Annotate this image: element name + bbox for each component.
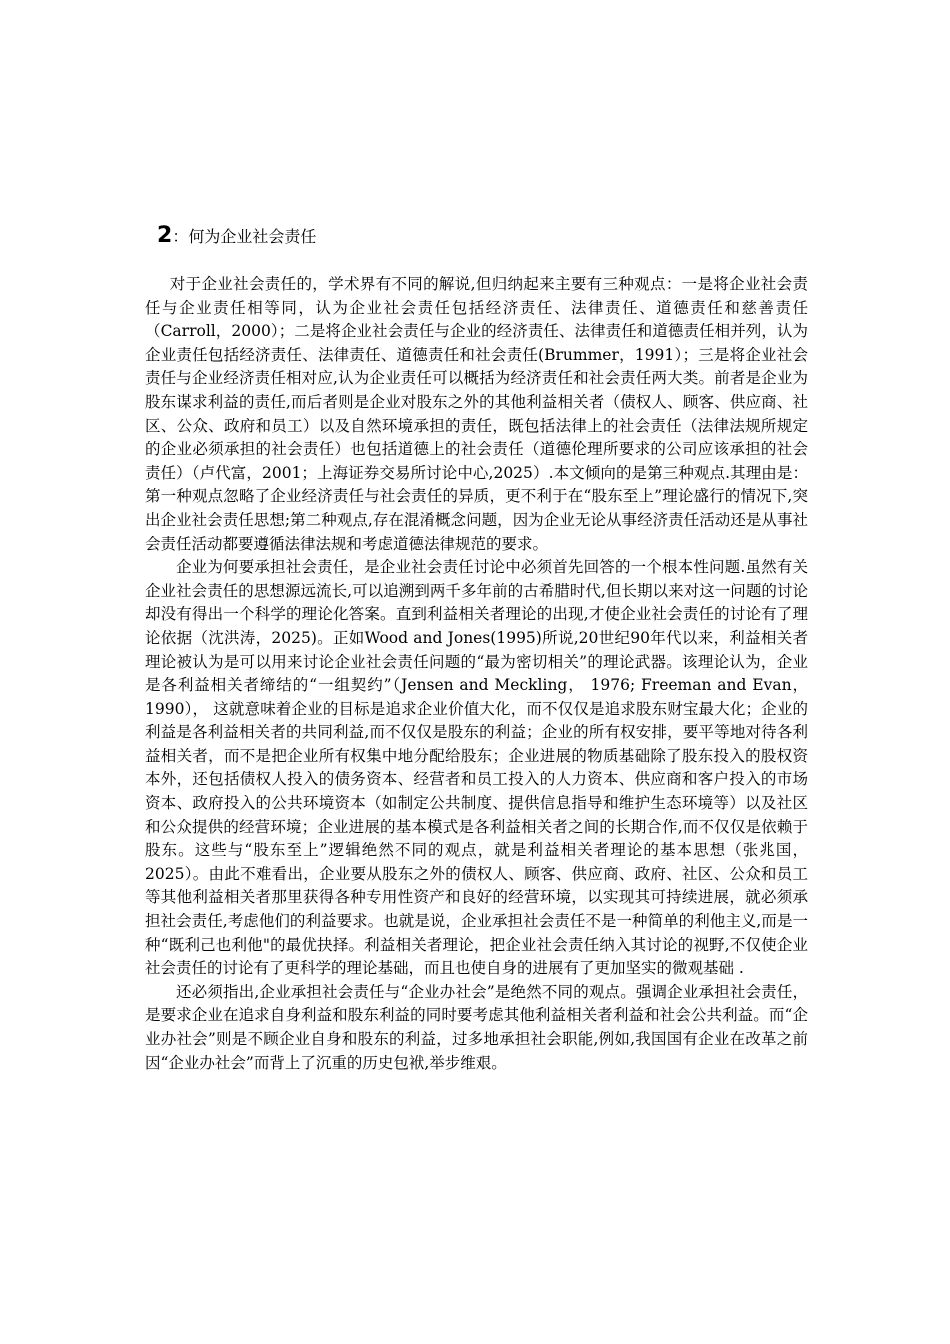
section-number: 2: [157, 223, 173, 248]
paragraph-3: 还必须指出,企业承担社会责任与“企业办社会”是绝然不同的观点。强调企业承担社会责任，是要求企业在追求自身利益和股东利益的同时要考虑其他利益相关者利益和社会公共利益。而“企业办社会”则是不顾企业自身和股东的利益，过多地承担社会职能,例如,我国国有企业在改革之前因“企业办社会”而背上了沉重的历史包袱,举步维艰。: [145, 982, 808, 1072]
section-heading: [157, 222, 797, 251]
paragraph-1: 对于企业社会责任的，学术界有不同的解说,但归纳起来主要有三种观点：一是将企业社会责任与企业责任相等同，认为企业社会责任包括经济责任、法律责任、道德责任和慈善责任（Carroll，2000）；二是将企业社会责任与企业的经济责任、法律责任和道德责任相并列，认为企业责任包括经济责任、法律责任、道德责任和社会责任(Brummer，1991）；三是将企业社会责任与企业经济责任相对应,认为企业责任可以概括为经济责任和社会责任两大类。前者是企业为股东谋求利益的责任,而后者则是企业对股东之外的其他利益相关者（债权人、顾客、供应商、社区、公众、政府和员工）以及自然环境承担的责任，既包括法律上的社会责任（法律法规所规定的企业必须承担的社会责任）也包括道德上的社会责任（道德伦理所要求的公司应该承担的社会责任）（卢代富，2001；上海证券交易所讨论中心,2025）.本文倾向的是第三种观点.其理由是：第一种观点忽略了企业经济责任与社会责任的异质，更不利于在“股东至上”理论盛行的情况下,突出企业社会责任思想;第二种观点,存在混淆概念问题，因为企业无论从事经济责任活动还是从事社会责任活动都要遵循法律法规和考虑道德法律规范的要求。: [145, 275, 808, 553]
section-title: ：何为企业社会责任: [172, 227, 317, 246]
body-text: [145, 273, 808, 1075]
paragraph-2: 企业为何要承担社会责任，是企业社会责任讨论中必须首先回答的一个根本性问题.虽然有关企业社会责任的思想源远流长,可以追溯到两千多年前的古希腊时代,但长期以来对这一问题的讨论却没有得出一个科学的理论化答案。直到利益相关者理论的出现,才使企业社会责任的讨论有了理论依据（沈洪涛，2025)。正如Wood and Jones(1995)所说,20世纪90年代以来，利益相关者理论被认为是可以用来讨论企业社会责任问题的“最为密切相关”的理论武器。该理论认为，企业是各利益相关者缔结的“一组契约”（Jensen and Meckling， 1976; Freeman and Evan， 1990）， 这就意味着企业的目标是追求企业价值大化，而不仅仅是追求股东财宝最大化；企业的利益是各利益相关者的共同利益,而不仅仅是股东的利益；企业的所有权安排，要平等地对待各利益相关者，而不是把企业所有权集中地分配给股东；企业进展的物质基础除了股东投入的股权资本外，还包括债权人投入的债务资本、经营者和员工投入的人力资本、供应商和客户投入的市场资本、政府投入的公共环境资本（如制定公共制度、提供信息指导和维护生态环境等）以及社区和公众提供的经营环境；企业进展的基本模式是各利益相关者之间的长期合作,而不仅仅是依赖于股东。这些与“股东至上”逻辑绝然不同的观点，就是利益相关者理论的基本思想（张兆国，2025）。由此不难看出，企业要从股东之外的债权人、顾客、供应商、政府、社区、公众和员工等其他利益相关者那里获得各种专用性资产和良好的经营环境，以实现其可持续进展，就必须承担社会责任,考虑他们的利益要求。也就是说，企业承担社会责任不是一种简单的利他主义,而是一种“既利己也利他"的最优抉择。利益相关者理论，把企业社会责任纳入其讨论的视野,不仅使企业社会责任的讨论有了更科学的理论基础，而且也使自身的进展有了更加坚实的微观基础 .: [145, 558, 808, 978]
